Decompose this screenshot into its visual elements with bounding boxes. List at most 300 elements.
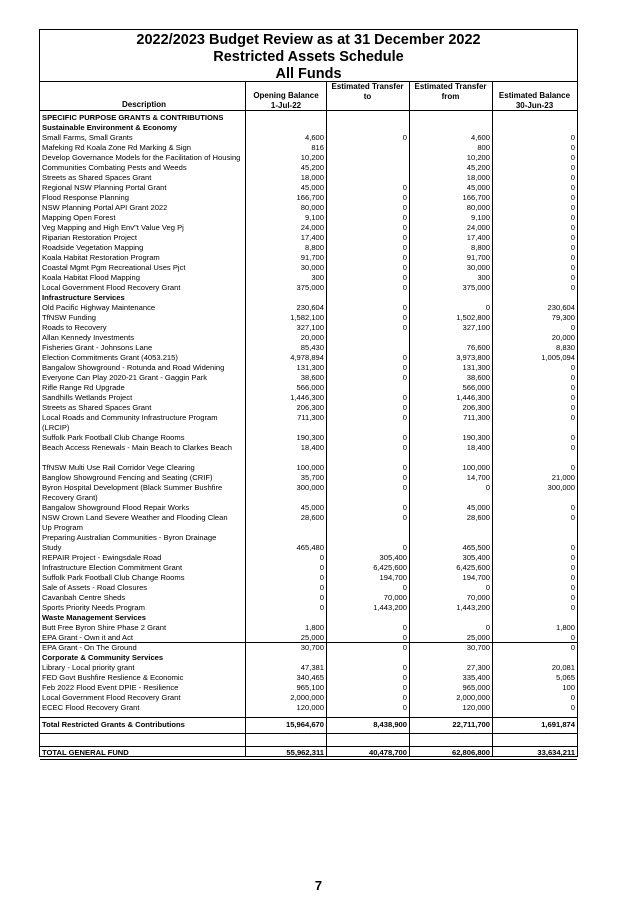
opening-balance-cell: 0 <box>319 603 324 612</box>
row-description: ECEC Flood Recovery Grant <box>42 703 140 712</box>
opening-balance-cell: 35,700 <box>300 473 324 482</box>
row-description: Suffolk Park Football Club Change Rooms <box>42 433 185 442</box>
transfer-from-cell: 194,700 <box>462 573 490 582</box>
transfer-to-cell: 0 <box>402 643 407 652</box>
transfer-to-cell: 0 <box>402 503 407 512</box>
transfer-from-cell: 0 <box>485 303 490 312</box>
transfer-from-cell: 1,446,300 <box>456 393 490 402</box>
row-description-continued: Study <box>42 543 62 552</box>
row-description: Koala Habitat Restoration Program <box>42 253 160 262</box>
budget-schedule-table <box>39 29 578 757</box>
opening-balance-cell: 30,000 <box>300 263 324 272</box>
transfer-to-cell: 0 <box>402 433 407 442</box>
transfer-to-cell: 0 <box>402 203 407 212</box>
row-description: Rifle Range Rd Upgrade <box>42 383 125 392</box>
table-row <box>40 283 577 293</box>
row-description: Old Pacific Highway Maintenance <box>42 303 156 312</box>
row-description: Suffolk Park Football Club Change Rooms <box>42 573 185 582</box>
estimated-balance-cell: 0 <box>570 573 575 582</box>
estimated-balance-cell: 1,800 <box>555 623 575 632</box>
transfer-from-cell: 45,000 <box>466 503 490 512</box>
estimated-balance-cell: 0 <box>570 643 575 652</box>
transfer-from-cell: 70,000 <box>466 593 490 602</box>
row-description: Infrastructure Services <box>42 293 125 302</box>
transfer-to-cell: 0 <box>402 683 407 692</box>
transfer-from-cell: 327,100 <box>462 323 490 332</box>
opening-balance-cell: 566,000 <box>296 383 324 392</box>
row-description: Beach Access Renewals - Main Beach to Clarkes Beach <box>42 443 232 452</box>
opening-balance-cell: 10,200 <box>300 153 324 162</box>
transfer-from-cell: 0 <box>485 483 490 492</box>
estimated-balance-cell: 21,000 <box>551 473 575 482</box>
transfer-from-cell: 18,400 <box>466 443 490 452</box>
estimated-balance-cell: 0 <box>570 443 575 452</box>
estimated-balance-cell: 0 <box>570 603 575 612</box>
table-row <box>40 323 577 333</box>
row-description: Veg Mapping and High Env"t Value Veg Pj <box>42 223 184 232</box>
transfer-from-cell: 76,600 <box>466 343 490 352</box>
row-description: NSW Crown Land Severe Weather and Flooding Clean <box>42 513 228 522</box>
table-row <box>40 483 577 502</box>
table-row <box>40 503 577 513</box>
estimated-balance-cell: 0 <box>570 283 575 292</box>
transfer-to-cell: 0 <box>402 283 407 292</box>
row-description: Byron Hospital Development (Black Summer Bushfire <box>42 483 223 492</box>
opening-balance-cell: 1,446,300 <box>290 393 324 402</box>
transfer-from-cell: 6,425,600 <box>456 563 490 572</box>
opening-balance-cell: 30,700 <box>300 643 324 652</box>
transfer-to-cell: 0 <box>402 543 407 552</box>
row-description: TfNSW Funding <box>42 313 97 322</box>
transfer-to-cell: 0 <box>402 183 407 192</box>
transfer-from-cell: 206,300 <box>462 403 490 412</box>
opening-balance-cell: 18,000 <box>300 173 324 182</box>
table-row <box>40 163 577 173</box>
row-description: Mafeking Rd Koala Zone Rd Marking & Sign <box>42 143 191 152</box>
row-description: Butt Free Byron Shire Phase 2 Grant <box>42 623 167 632</box>
opening-balance-cell: 230,604 <box>296 303 324 312</box>
transfer-to-cell: 194,700 <box>379 573 407 582</box>
divider <box>40 733 577 734</box>
estimated-balance-cell: 0 <box>570 193 575 202</box>
row-description: Mapping Open Forest <box>42 213 116 222</box>
opening-balance-cell: 0 <box>319 553 324 562</box>
table-row <box>40 353 577 363</box>
row-description: Banglow Showground Fencing and Seating (CRIF) <box>42 473 213 482</box>
transfer-to-cell: 0 <box>402 363 407 372</box>
table-row <box>40 748 577 758</box>
opening-balance-cell: 340,465 <box>296 673 324 682</box>
header-transfer-to-sub: to <box>363 92 372 101</box>
estimated-balance-cell: 0 <box>570 173 575 182</box>
row-description: Sports Priority Needs Program <box>42 603 145 612</box>
opening-balance-cell: 0 <box>319 563 324 572</box>
row-description: Library - Local priority grant <box>42 663 135 672</box>
row-description: Communities Combating Pests and Weeds <box>42 163 187 172</box>
row-description: Sandhills Wetlands Project <box>42 393 133 402</box>
transfer-from-cell: 10,200 <box>466 153 490 162</box>
opening-balance-cell: 18,400 <box>300 443 324 452</box>
row-description: TOTAL GENERAL FUND <box>42 748 129 757</box>
opening-balance-cell: 24,000 <box>300 223 324 232</box>
transfer-from-cell: 100,000 <box>462 463 490 472</box>
opening-balance-cell: 711,300 <box>297 413 324 422</box>
transfer-from-cell: 25,000 <box>466 633 490 642</box>
transfer-to-cell: 0 <box>402 393 407 402</box>
header-opening-date: 1-Jul-22 <box>270 101 302 110</box>
table-row <box>40 243 577 253</box>
opening-balance-cell: 91,700 <box>300 253 324 262</box>
estimated-balance-cell: 1,005,094 <box>541 353 575 362</box>
table-row <box>40 253 577 263</box>
transfer-to-cell: 0 <box>402 303 407 312</box>
transfer-to-cell: 0 <box>402 263 407 272</box>
row-description: Feb 2022 Flood Event DPIE - Resilience <box>42 683 179 692</box>
transfer-from-cell: 17,400 <box>466 233 490 242</box>
transfer-to-cell: 0 <box>402 633 407 642</box>
table-row <box>40 303 577 313</box>
estimated-balance-cell: 0 <box>570 583 575 592</box>
table-row <box>40 623 577 633</box>
opening-balance-cell: 0 <box>319 573 324 582</box>
transfer-to-cell: 0 <box>402 223 407 232</box>
transfer-to-cell: 0 <box>402 403 407 412</box>
row-description: Allan Kennedy Investments <box>42 333 135 342</box>
estimated-balance-cell: 0 <box>570 543 575 552</box>
estimated-balance-cell: 0 <box>570 253 575 262</box>
transfer-to-cell: 0 <box>402 213 407 222</box>
transfer-to-cell: 0 <box>402 193 407 202</box>
opening-balance-cell: 816 <box>311 143 324 152</box>
transfer-to-cell: 0 <box>402 513 407 522</box>
row-description: NSW Planning Portal API Grant 2022 <box>42 203 168 212</box>
estimated-balance-cell: 1,691,874 <box>541 720 575 729</box>
row-description: Total Restricted Grants & Contributions <box>42 720 185 729</box>
row-description: REPAIR Project - Ewingsdale Road <box>42 553 162 562</box>
transfer-to-cell: 0 <box>402 463 407 472</box>
row-description: Local Government Flood Recovery Grant <box>42 283 181 292</box>
transfer-from-cell: 18,000 <box>466 173 490 182</box>
row-description-continued: (LRCIP) <box>42 423 70 432</box>
opening-balance-cell: 20,000 <box>300 333 324 342</box>
header-balance-date: 30-Jun-23 <box>515 101 554 110</box>
transfer-to-cell: 305,400 <box>379 553 407 562</box>
table-row <box>40 233 577 243</box>
table-row <box>40 363 577 373</box>
estimated-balance-cell: 0 <box>570 223 575 232</box>
estimated-balance-cell: 0 <box>570 383 575 392</box>
opening-balance-cell: 9,100 <box>304 213 324 222</box>
transfer-from-cell: 9,100 <box>470 213 490 222</box>
opening-balance-cell: 45,000 <box>300 503 324 512</box>
row-description: Develop Governance Models for the Facilitation of Housing <box>42 153 241 162</box>
transfer-from-cell: 22,711,700 <box>452 720 490 729</box>
estimated-balance-cell: 0 <box>570 463 575 472</box>
table-row <box>40 533 577 552</box>
table-row <box>40 583 577 593</box>
table-row <box>40 593 577 603</box>
estimated-balance-cell: 0 <box>570 213 575 222</box>
column-header-row <box>40 81 577 111</box>
opening-balance-cell: 965,100 <box>296 683 324 692</box>
transfer-to-cell: 40,478,700 <box>368 748 407 757</box>
estimated-balance-cell: 0 <box>570 163 575 172</box>
table-row <box>40 143 577 153</box>
estimated-balance-cell: 20,000 <box>551 333 575 342</box>
table-row <box>40 563 577 573</box>
transfer-to-cell: 70,000 <box>383 593 407 602</box>
table-row <box>40 203 577 213</box>
transfer-from-cell: 1,502,800 <box>456 313 490 322</box>
estimated-balance-cell: 20,081 <box>551 663 575 672</box>
header-description: Description <box>121 100 166 109</box>
estimated-balance-cell: 0 <box>570 553 575 562</box>
transfer-to-cell: 0 <box>402 313 407 322</box>
opening-balance-cell: 8,800 <box>304 243 324 252</box>
transfer-to-cell: 0 <box>402 483 407 492</box>
transfer-from-cell: 0 <box>485 583 490 592</box>
transfer-from-cell: 300 <box>477 273 490 282</box>
header-transfer-to: Estimated Transfer <box>331 82 404 91</box>
section-heading-row <box>40 293 577 303</box>
row-description: TfNSW Multi Use Rail Corridor Vege Clearing <box>42 463 195 472</box>
transfer-from-cell: 131,300 <box>462 363 490 372</box>
table-row <box>40 553 577 563</box>
estimated-balance-cell: 0 <box>570 703 575 712</box>
transfer-from-cell: 8,800 <box>470 243 490 252</box>
opening-balance-cell: 4,978,894 <box>290 353 324 362</box>
transfer-to-cell: 8,438,900 <box>373 720 407 729</box>
transfer-to-cell: 0 <box>402 323 407 332</box>
divider <box>40 759 577 760</box>
title-line-2: Restricted Assets Schedule <box>213 49 404 65</box>
opening-balance-cell: 4,600 <box>304 133 324 142</box>
row-description: Streets as Shared Spaces Grant <box>42 173 152 182</box>
row-description: Infrastructure Election Commitment Grant <box>42 563 183 572</box>
estimated-balance-cell: 0 <box>570 403 575 412</box>
row-description: Koala Habitat Flood Mapping <box>42 273 140 282</box>
transfer-to-cell: 0 <box>402 273 407 282</box>
opening-balance-cell: 85,430 <box>300 343 324 352</box>
row-description: Sustainable Environment & Economy <box>42 123 178 132</box>
table-row <box>40 133 577 143</box>
transfer-from-cell: 4,600 <box>470 133 490 142</box>
row-description: Sale of Assets - Road Closures <box>42 583 148 592</box>
transfer-to-cell: 6,425,600 <box>373 563 407 572</box>
opening-balance-cell: 327,100 <box>296 323 324 332</box>
row-description: Waste Management Services <box>42 613 146 622</box>
opening-balance-cell: 28,600 <box>300 513 324 522</box>
transfer-to-cell: 0 <box>402 443 407 452</box>
table-row <box>40 373 577 383</box>
table-row <box>40 683 577 693</box>
estimated-balance-cell: 0 <box>570 183 575 192</box>
table-row <box>40 173 577 183</box>
opening-balance-cell: 465,480 <box>296 543 324 552</box>
table-row <box>40 703 577 713</box>
estimated-balance-cell: 100 <box>562 683 575 692</box>
estimated-balance-cell: 0 <box>570 693 575 702</box>
section-heading-row <box>40 123 577 133</box>
table-row <box>40 393 577 403</box>
table-row <box>40 433 577 443</box>
opening-balance-cell: 120,000 <box>296 703 324 712</box>
estimated-balance-cell: 0 <box>570 503 575 512</box>
table-row <box>40 383 577 393</box>
table-row <box>40 193 577 203</box>
table-row <box>40 223 577 233</box>
opening-balance-cell: 190,300 <box>296 433 324 442</box>
estimated-balance-cell: 79,300 <box>551 313 575 322</box>
header-estimated-balance: Estimated Balance <box>498 91 571 100</box>
transfer-from-cell: 305,400 <box>462 553 490 562</box>
divider <box>40 717 577 718</box>
row-description: Preparing Australian Communities - Byron Drainage <box>42 533 217 542</box>
row-description: Bangalow Showground Flood Repair Works <box>42 503 190 512</box>
estimated-balance-cell: 0 <box>570 203 575 212</box>
transfer-from-cell: 335,400 <box>462 673 490 682</box>
divider <box>40 746 577 747</box>
header-transfer-from-sub: from <box>441 92 460 101</box>
table-row <box>40 273 577 283</box>
table-row <box>40 643 577 653</box>
opening-balance-cell: 80,000 <box>300 203 324 212</box>
opening-balance-cell: 45,200 <box>300 163 324 172</box>
row-description: Election Commitments Grant (4053.215) <box>42 353 178 362</box>
transfer-from-cell: 375,000 <box>462 283 490 292</box>
header-transfer-from: Estimated Transfer <box>414 82 487 91</box>
row-description: Small Farms, Small Grants <box>42 133 133 142</box>
estimated-balance-cell: 0 <box>570 233 575 242</box>
row-description: EPA Grant - On The Ground <box>42 643 137 652</box>
table-row <box>40 343 577 353</box>
transfer-to-cell: 0 <box>402 373 407 382</box>
table-row <box>40 693 577 703</box>
transfer-from-cell: 30,000 <box>466 263 490 272</box>
opening-balance-cell: 55,962,311 <box>286 748 324 757</box>
opening-balance-cell: 47,381 <box>300 663 324 672</box>
estimated-balance-cell: 0 <box>570 593 575 602</box>
row-description: Roadside Vegetation Mapping <box>42 243 144 252</box>
transfer-from-cell: 711,300 <box>463 413 490 422</box>
row-description: Streets as Shared Spaces Grant <box>42 403 152 412</box>
opening-balance-cell: 206,300 <box>296 403 324 412</box>
transfer-from-cell: 24,000 <box>466 223 490 232</box>
row-description: Bangalow Showground - Rotunda and Road Widening <box>42 363 225 372</box>
estimated-balance-cell: 0 <box>570 143 575 152</box>
opening-balance-cell: 166,700 <box>296 193 324 202</box>
estimated-balance-cell: 0 <box>570 133 575 142</box>
opening-balance-cell: 100,000 <box>296 463 324 472</box>
row-description: Coastal Mgmt Pgm Recreational Uses Pjct <box>42 263 186 272</box>
table-row <box>40 183 577 193</box>
table-row <box>40 213 577 223</box>
estimated-balance-cell: 0 <box>570 633 575 642</box>
row-description: Everyone Can Play 2020-21 Grant - Gaggin Park <box>42 373 208 382</box>
estimated-balance-cell: 8,830 <box>555 343 575 352</box>
opening-balance-cell: 131,300 <box>296 363 324 372</box>
table-row <box>40 333 577 343</box>
transfer-to-cell: 0 <box>402 413 407 422</box>
table-row <box>40 720 577 730</box>
transfer-from-cell: 3,973,800 <box>456 353 490 362</box>
estimated-balance-cell: 0 <box>570 153 575 162</box>
estimated-balance-cell: 0 <box>570 373 575 382</box>
table-row <box>40 153 577 163</box>
transfer-to-cell: 0 <box>402 663 407 672</box>
estimated-balance-cell: 5,065 <box>555 673 575 682</box>
row-description: Local Roads and Community Infrastructure Program <box>42 413 218 422</box>
transfer-to-cell: 0 <box>402 583 407 592</box>
estimated-balance-cell: 33,634,211 <box>537 748 575 757</box>
row-description: FED Govt Bushfire Reslience & Economic <box>42 673 184 682</box>
estimated-balance-cell: 0 <box>570 273 575 282</box>
transfer-to-cell: 0 <box>402 703 407 712</box>
transfer-from-cell: 465,500 <box>462 543 490 552</box>
transfer-from-cell: 120,000 <box>462 703 490 712</box>
page-number: 7 <box>314 878 323 893</box>
estimated-balance-cell: 0 <box>570 363 575 372</box>
table-row <box>40 513 577 532</box>
table-row <box>40 313 577 323</box>
transfer-to-cell: 0 <box>402 693 407 702</box>
transfer-from-cell: 45,000 <box>466 183 490 192</box>
row-description: Fisheries Grant - Johnsons Lane <box>42 343 153 352</box>
section-heading-row <box>40 113 577 123</box>
opening-balance-cell: 300 <box>311 273 324 282</box>
table-row <box>40 673 577 683</box>
title-line-3: All Funds <box>275 66 342 82</box>
transfer-to-cell: 1,443,200 <box>373 603 407 612</box>
table-row <box>40 573 577 583</box>
transfer-from-cell: 190,300 <box>462 433 490 442</box>
opening-balance-cell: 1,582,100 <box>290 313 324 322</box>
transfer-from-cell: 80,000 <box>466 203 490 212</box>
transfer-from-cell: 45,200 <box>466 163 490 172</box>
estimated-balance-cell: 300,000 <box>547 483 575 492</box>
estimated-balance-cell: 0 <box>570 513 575 522</box>
estimated-balance-cell: 0 <box>570 243 575 252</box>
row-description: SPECIFIC PURPOSE GRANTS & CONTRIBUTIONS <box>42 113 224 122</box>
section-heading-row <box>40 613 577 623</box>
estimated-balance-cell: 230,604 <box>547 303 575 312</box>
row-description: Regional NSW Planning Portal Grant <box>42 183 167 192</box>
row-description: Cavanbah Centre Sheds <box>42 593 126 602</box>
opening-balance-cell: 2,000,000 <box>290 693 324 702</box>
transfer-from-cell: 965,000 <box>462 683 490 692</box>
transfer-from-cell: 800 <box>477 143 490 152</box>
row-description: Corporate & Community Services <box>42 653 164 662</box>
opening-balance-cell: 15,964,670 <box>285 720 324 729</box>
row-description: Riparian Restoration Project <box>42 233 137 242</box>
row-description-continued: Recovery Grant) <box>42 493 98 502</box>
estimated-balance-cell: 0 <box>570 323 575 332</box>
opening-balance-cell: 375,000 <box>296 283 324 292</box>
estimated-balance-cell: 0 <box>570 433 575 442</box>
table-row <box>40 263 577 273</box>
opening-balance-cell: 1,800 <box>304 623 324 632</box>
transfer-from-cell: 27,300 <box>466 663 490 672</box>
transfer-to-cell: 0 <box>402 473 407 482</box>
opening-balance-cell: 25,000 <box>300 633 324 642</box>
transfer-to-cell: 0 <box>402 353 407 362</box>
transfer-to-cell: 0 <box>402 233 407 242</box>
estimated-balance-cell: 0 <box>570 263 575 272</box>
transfer-from-cell: 30,700 <box>466 643 490 652</box>
opening-balance-cell: 38,600 <box>300 373 324 382</box>
transfer-from-cell: 0 <box>485 623 490 632</box>
transfer-from-cell: 566,000 <box>462 383 490 392</box>
